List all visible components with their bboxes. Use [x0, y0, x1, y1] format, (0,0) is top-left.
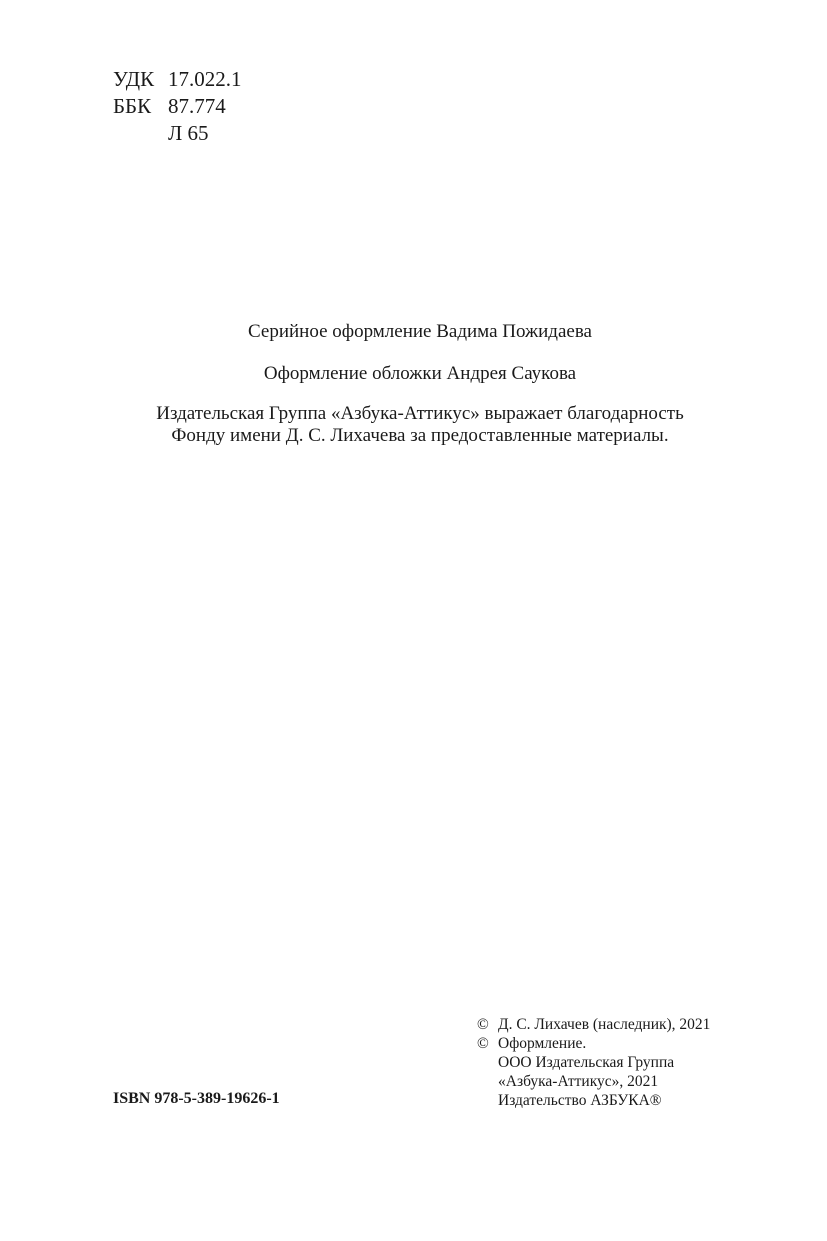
author-mark-row — [113, 120, 242, 147]
acknowledgement-line-1: Издательская Группа «Азбука-Аттикус» выражает благодарность — [156, 403, 684, 424]
copyright-row-publisher-name — [477, 1072, 710, 1091]
copyright-row-design — [477, 1034, 710, 1053]
bbk-row — [113, 93, 242, 120]
copyright-publisher-group: ООО Издательская Группа — [498, 1054, 675, 1071]
copyright-publisher-name: «Азбука-Аттикус», 2021 — [498, 1073, 659, 1090]
series-design-credit — [60, 321, 780, 343]
udk-row — [113, 66, 242, 93]
author-mark: Л 65 — [168, 121, 209, 145]
copyright-design: Оформление. — [498, 1035, 587, 1052]
cover-design-credit — [60, 363, 780, 385]
acknowledgement-line-2: Фонду имени Д. С. Лихачева за предоставленные материалы. — [171, 425, 669, 446]
isbn: ISBN 978-5-389-19626-1 — [113, 1090, 280, 1107]
series-design-text: Серийное оформление Вадима Пожидаева — [248, 321, 592, 342]
cover-design-text: Оформление обложки Андрея Саукова — [263, 363, 577, 384]
classification-block — [113, 66, 242, 147]
copyright-author: Д. С. Лихачев (наследник), 2021 — [498, 1016, 711, 1033]
acknowledgement — [60, 403, 780, 447]
copyright-icon: © — [477, 1016, 489, 1033]
udk-value: 17.022.1 — [168, 67, 242, 91]
copyright-icon: © — [477, 1035, 489, 1052]
bbk-value: 87.774 — [168, 94, 226, 118]
copyright-row-imprint — [477, 1091, 710, 1110]
copyright-row-author — [477, 1015, 710, 1034]
udk-label: УДК — [113, 67, 155, 91]
copyright-row-publisher-group — [477, 1053, 710, 1072]
copyright-block — [477, 1015, 710, 1110]
copyright-imprint: Издательство АЗБУКА® — [498, 1092, 662, 1109]
bbk-label: ББК — [113, 94, 152, 118]
